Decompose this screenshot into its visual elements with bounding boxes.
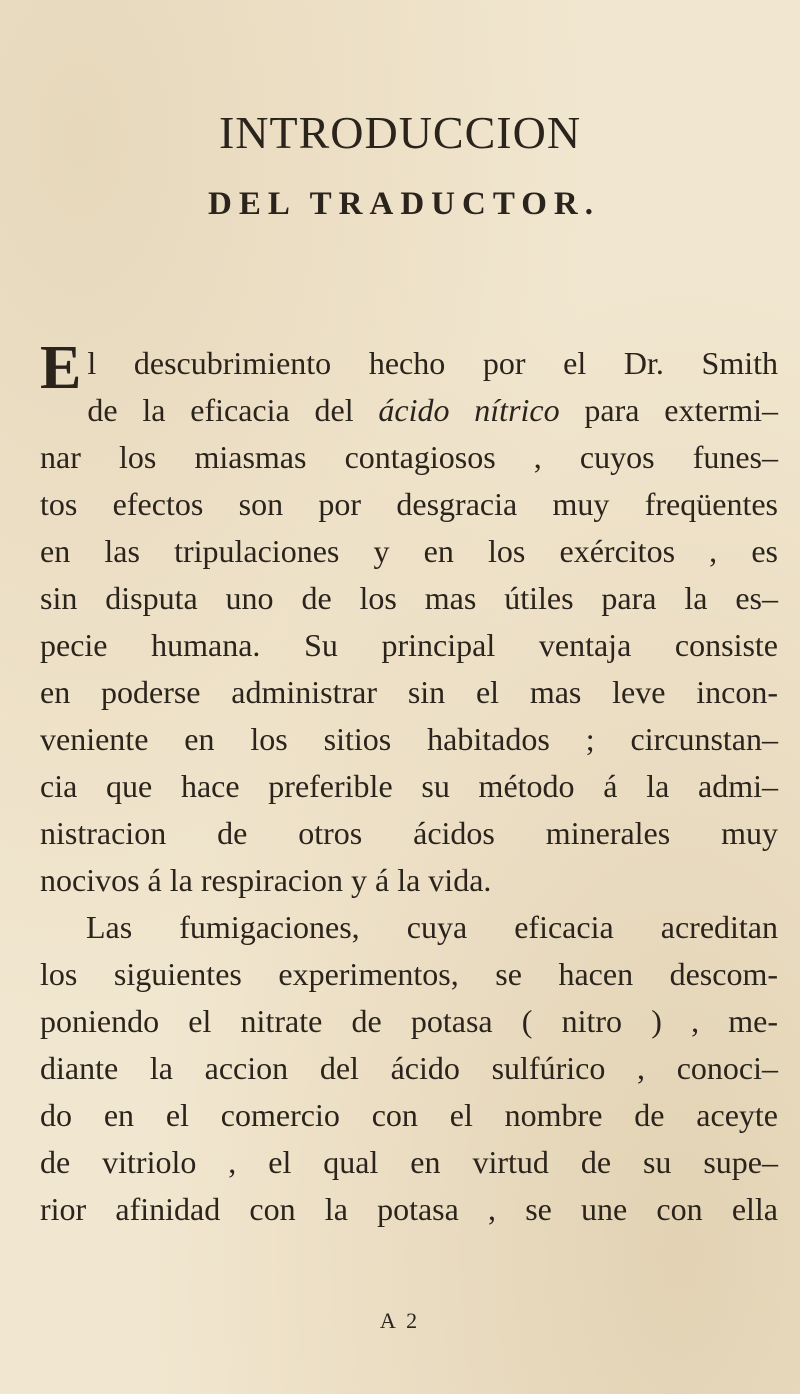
text-line: nocivos á la respiracion y á la vida.: [40, 862, 492, 898]
text-line: veniente en los sitios habitados ; circunstan–: [40, 721, 778, 757]
text-line: nar los miasmas contagiosos , cuyos funes–: [40, 439, 778, 475]
text-line: [40, 387, 778, 434]
text-line: tos efectos son por desgracia muy freqüentes: [40, 486, 778, 522]
text-line: de vitriolo , el qual en virtud de su supe–: [40, 1144, 778, 1180]
text-segment: para extermi–: [559, 392, 778, 428]
paragraph-1: [40, 334, 778, 904]
text-line: cia que hace preferible su método á la admi–: [40, 768, 778, 804]
text-line: diante la accion del ácido sulfúrico , conoci–: [40, 1050, 778, 1086]
text-line: Las fumigaciones, cuya eficacia acreditan: [86, 909, 778, 945]
text-line: en poderse administrar sin el mas leve incon-: [40, 674, 778, 710]
text-line: pecie humana. Su principal ventaja consiste: [40, 627, 778, 663]
page-subtitle: DEL TRADUCTOR.: [207, 186, 601, 222]
text-line: en las tripulaciones y en los exércitos , es: [40, 533, 778, 569]
text-line: l descubrimiento hecho por el Dr. Smith: [87, 345, 778, 381]
text-line: do en el comercio con el nombre de aceyte: [40, 1097, 778, 1133]
italic-term: ácido nítrico: [378, 392, 560, 428]
text-line: rior afinidad con la potasa , se une con ella: [40, 1191, 778, 1227]
signature-mark: A 2: [379, 1308, 421, 1333]
text-line: poniendo el nitrate de potasa ( nitro ) , me-: [40, 1003, 778, 1039]
text-line: nistracion de otros ácidos minerales muy: [40, 815, 778, 851]
page-title: INTRODUCCION: [218, 107, 582, 158]
text-line: sin disputa uno de los mas útiles para la es–: [40, 580, 778, 616]
paragraph-2: [40, 904, 778, 1233]
drop-cap: E: [40, 334, 82, 402]
text-line: los siguientes experimentos, se hacen descom-: [40, 956, 778, 992]
body-text: [40, 334, 778, 1233]
text-segment: de la eficacia del: [87, 392, 379, 428]
